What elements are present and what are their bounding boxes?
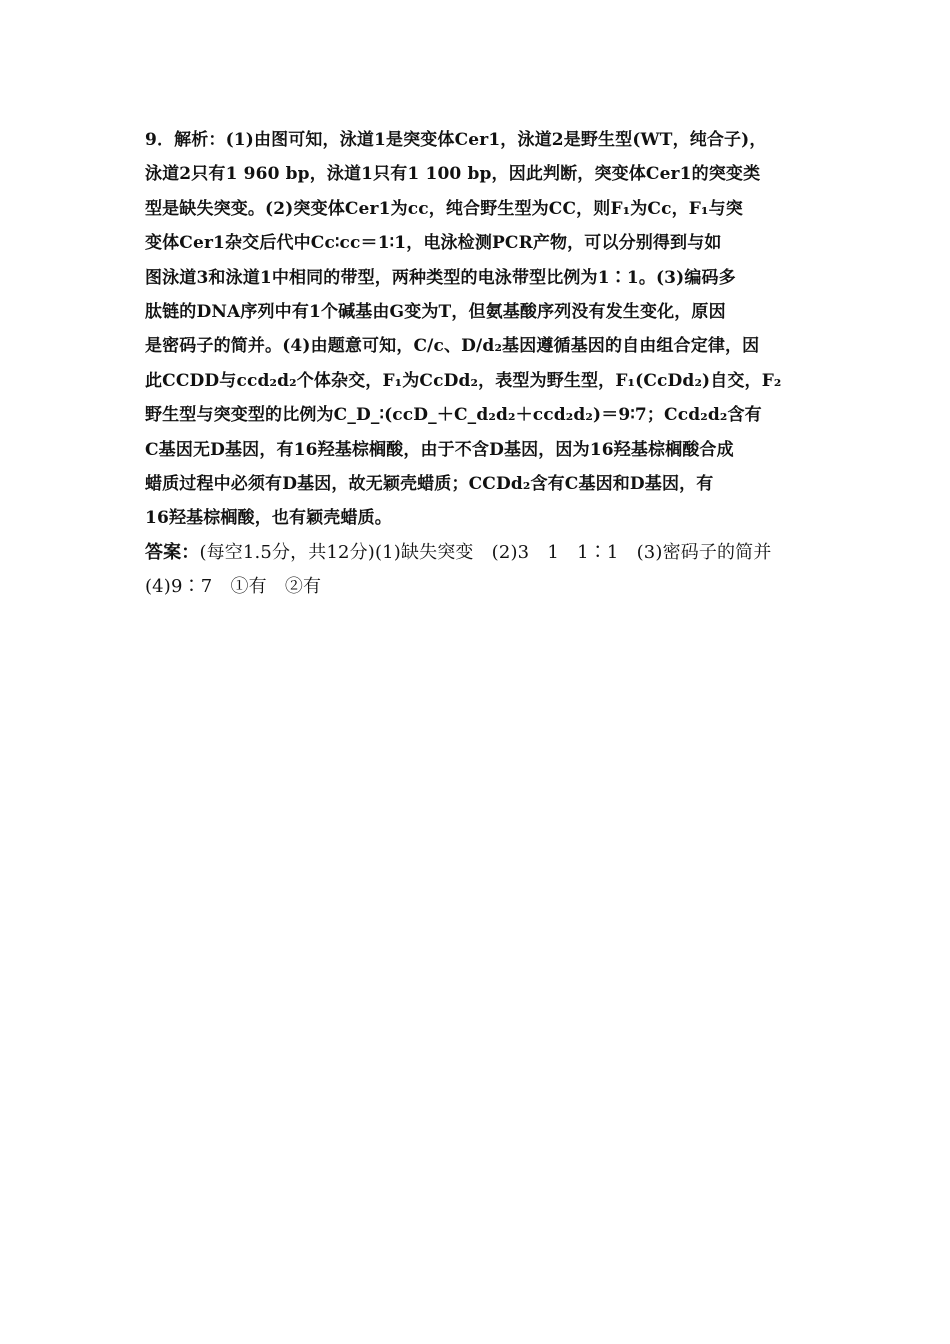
analysis-line: 野生型与突变型的比例为C_D_∶(ccD_＋C_d₂d₂＋ccd₂d₂)＝9∶7；Ccd₂d₂含有 (145, 405, 762, 426)
analysis-line: 泳道2只有1 960 bp，泳道1只有1 100 bp，因此判断，突变体Cer1的突变类 (145, 164, 761, 185)
analysis-line: 蜡质过程中必须有D基因，故无颖壳蜡质；CCDd₂含有C基因和D基因，有 (145, 473, 714, 494)
analysis-line: 变体Cer1杂交后代中Cc∶cc＝1∶1，电泳检测PCR产物，可以分别得到与如 (145, 233, 722, 254)
solution-text-block (145, 123, 810, 604)
analysis-line: 16羟基棕榈酸，也有颖壳蜡质。 (145, 508, 392, 529)
analysis-line: 此CCDD与ccd₂d₂个体杂交，F₁为CcDd₂，表型为野生型，F₁(CcDd₂)自交，F₂ (145, 370, 782, 391)
answer-text: (每空1.5分，共12分)(1)缺失突变 (2)3 1 1∶1 (3)密码子的简并 (199, 541, 772, 563)
answer-line-continued: (4)9∶7 ①有 ②有 (145, 576, 322, 598)
analysis-line: 是密码子的简并。(4)由题意可知，C/c、D/d₂基因遵循基因的自由组合定律，因 (145, 336, 760, 357)
analysis-line: C基因无D基因，有16羟基棕榈酸，由于不含D基因，因为16羟基棕榈酸合成 (145, 439, 734, 460)
answer-label: 答案： (145, 541, 200, 563)
analysis-line: 肽链的DNA序列中有1个碱基由G变为T，但氨基酸序列没有发生变化，原因 (145, 301, 726, 322)
analysis-line: 图泳道3和泳道1中相同的带型，两种类型的电泳带型比例为1∶1。(3)编码多 (145, 267, 736, 288)
analysis-line: 9．解析：(1)由图可知，泳道1是突变体Cer1，泳道2是野生型(WT，纯合子)， (145, 130, 767, 150)
analysis-line: 型是缺失突变。(2)突变体Cer1为cc，纯合野生型为CC，则F₁为Cc，F₁与突 (145, 198, 743, 219)
answer-line (145, 536, 810, 570)
